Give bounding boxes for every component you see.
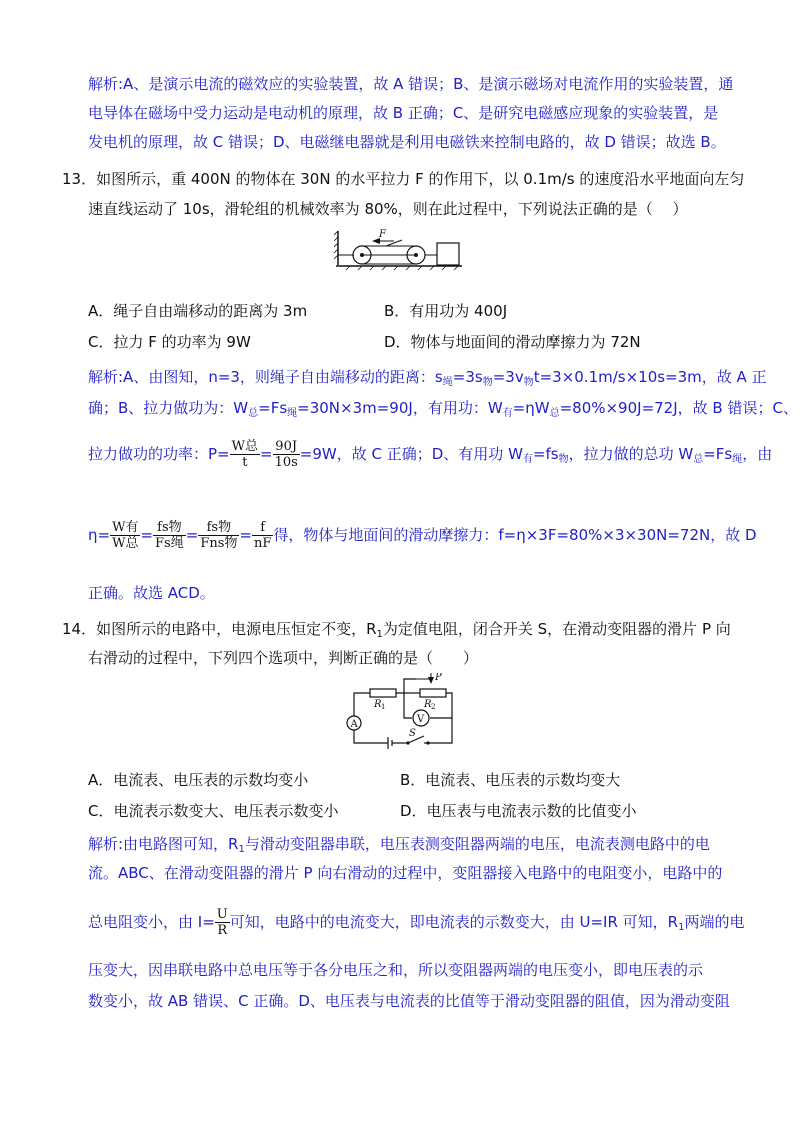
fraction-90j-over-10s: $\frac{90J}{10s}$ — [274, 439, 298, 470]
resistor-r2-subscript: 2 — [431, 703, 436, 711]
analysis-12-line-2: 电导体在磁场中受力运动是电动机的原理，故 B 正确；C、是研究电磁感应现象的实验装置，是 — [88, 104, 719, 122]
ammeter-label: A — [350, 719, 358, 730]
fraction-fs-over-fs: $\frac{\text{fs物}}{\text{Fs绳}}$ — [155, 520, 184, 551]
circuit-figure — [336, 673, 458, 751]
switch-s-label: S — [409, 728, 416, 739]
fraction-f-over-nf: $\frac{f}{nF}$ — [253, 520, 272, 551]
question-13-line-2: 速直线运动了 10s，滑轮组的机械效率为 80%，则在此过程中，下列说法正确的是（ ） — [88, 200, 688, 218]
analysis-13-line-4: η= $\frac{\text{W有}}{\text{W总}}$ = $\frac{\text{fs物}}{\text{Fs绳}}$ = $\frac{\text{fs物}}{\text{Fns物}}$ = $\frac{f}{nF}$ 得，物体与地面间的滑动摩擦力：f=η×3F=80%×3×30N=72N，故 D — [88, 520, 757, 551]
slider-p-label: P — [435, 673, 442, 683]
q14-option-a: A．电流表、电压表的示数均变小 — [88, 771, 309, 789]
q13-option-c: C．拉力 F 的功率为 9W — [88, 333, 251, 351]
analysis-14-line-1: 解析:由电路图可知，$R_1$与滑动变阻器串联，电压表测变阻器两端的电压，电流表测电路中的电 — [88, 835, 710, 855]
q13-option-b: B．有用功为 400J — [384, 302, 508, 320]
q14-option-c: C．电流表示数变大、电压表示数变小 — [88, 802, 339, 820]
fraction-wtotal-over-t: $\frac{\text{W总}}{t}$ — [231, 439, 258, 470]
analysis-13-line-1: 解析:A、由图知，n=3，则绳子自由端移动的距离：$s_绳=3s_物=3v_物t=3\times 0.1m/s\times 10s=3m$，故 A 正 — [88, 368, 767, 388]
resistor-r1-label: R — [374, 699, 382, 710]
q14-option-b: B．电流表、电压表的示数均变大 — [400, 771, 621, 789]
analysis-12-line-3: 发电机的原理，故 C 错误；D、电磁继电器就是利用电磁铁来控制电路的，故 D 错误；故选 B。 — [88, 133, 726, 151]
question-14-line-2: 右滑动的过程中，下列四个选项中，判断正确的是（ ） — [88, 649, 479, 667]
question-13-line-1: 13．如图所示，重 400N 的物体在 30N 的水平拉力 F 的作用下，以 0.1m/s 的速度沿水平地面向左匀 — [62, 170, 745, 188]
q14-option-d: D．电压表与电流表示数的比值变小 — [400, 802, 637, 820]
resistor-r2-label: R — [424, 699, 432, 710]
analysis-14-line-4: 压变大，因串联电路中总电压等于各分电压之和，所以变阻器两端的电压变小，即电压表的示 — [88, 961, 704, 979]
analysis-14-line-3: 总电阻变小，由 I= $\frac{U}{R}$ 可知，电路中的电流变大，即电流表的示数变大，由 U=IR 可知，$R_1$两端的电 — [88, 907, 745, 938]
analysis-12-line-1: 解析:A、是演示电流的磁效应的实验装置，故 A 错误；B、是演示磁场对电流作用的实验装置，通 — [88, 75, 734, 93]
q13-option-d: D．物体与地面间的滑动摩擦力为 72N — [384, 333, 641, 351]
pulley-figure — [334, 229, 464, 271]
analysis-14-line-2: 流。ABC、在滑动变阻器的滑片 P 向右滑动的过程中，变阻器接入电路中的电阻变小，电路中的 — [88, 864, 723, 882]
analysis-13-line-2: 确；B、拉力做功为：$W_总=Fs_绳=30N\times 3m=90J$，有用功：$W_有=\eta W_总=80\%\times 90J=72J$，故 B 错误；C、 — [88, 399, 798, 419]
q13-option-a: A．绳子自由端移动的距离为 3m — [88, 302, 308, 320]
figure-label-force: F — [379, 229, 386, 240]
fraction-u-over-r: $\frac{U}{R}$ — [216, 907, 228, 938]
resistor-r1-subscript: 1 — [381, 703, 386, 711]
fraction-fs-over-fns: $\frac{\text{fs物}}{\text{Fns物}}$ — [200, 520, 238, 551]
analysis-13-line-5: 正确。故选 ACD。 — [88, 584, 215, 602]
analysis-14-line-5: 数变小，故 AB 错误、C 正确。D、电压表与电流表的比值等于滑动变阻器的阻值，因为滑动变阻 — [88, 992, 730, 1010]
question-14-line-1: 14．如图所示的电路中，电源电压恒定不变，$R_1$为定值电阻，闭合开关 S，在滑动变阻器的滑片 P 向 — [62, 620, 731, 640]
fraction-wuseful-over-wtotal: $\frac{\text{W有}}{\text{W总}}$ — [112, 520, 139, 551]
analysis-13-line-3: 拉力做功的功率：P= $\frac{\text{W总}}{t}$ = $\frac{90J}{10s}$ =9W，故 C 正确；D、有用功 $W_有=fs_物$，拉力做的总功 $W_总=Fs_绳$，由 — [88, 439, 773, 470]
voltmeter-label: V — [417, 714, 425, 725]
